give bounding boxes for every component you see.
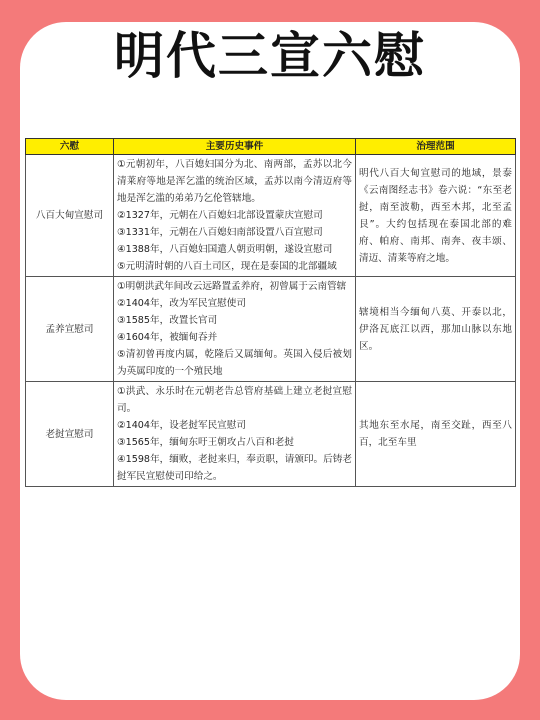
event-item: ②1327年，元朝在八百媳妇北部设置蒙庆宣慰司	[117, 210, 323, 221]
event-item: ⑤清初曾再度内属，乾隆后又属缅甸。英国入侵后被划为英属印度的一个殖民地	[117, 349, 352, 377]
header-six-wei: 六慰	[26, 139, 114, 155]
event-item: ②1404年，设老挝军民宣慰司	[117, 420, 246, 431]
row-scope-cell: 明代八百大甸宣慰司的地域，景泰《云南图经志书》卷六说：“东至老挝，南至波勒，西至木邦，北至孟艮”。大约包括现在泰国北部的难府、帕府、南邦、南奔、夜丰颂、清迈、清莱等府之地。	[356, 155, 516, 277]
event-item: ④1388年，八百媳妇国遣人朝贡明朝，遂设宣慰司	[117, 244, 333, 255]
page-title: 明代三宣六慰	[114, 27, 426, 85]
event-item: ④1604年，被缅甸吞并	[117, 332, 218, 343]
event-item: ③1331年，元朝在八百媳妇南部设置八百宣慰司	[117, 227, 323, 238]
event-item: ①元朝初年，八百媳妇国分为北、南两部，孟苏以北今清莱府等地是浑乞滥的统治区域，孟苏以南今清迈府等地是浑乞滥的弟弟乃乞伦管辖地。	[117, 159, 352, 204]
row-events-cell	[114, 382, 356, 487]
table-row	[26, 382, 516, 487]
event-item: ③1565年，缅甸东吁王朝攻占八百和老挝	[117, 437, 294, 448]
table-row	[26, 155, 516, 277]
header-events: 主要历史事件	[114, 139, 356, 155]
event-item: ①洪武、永乐时在元朝老告总管府基础上建立老挝宣慰司。	[117, 386, 352, 414]
table-header-row	[26, 139, 516, 155]
six-wei-table	[25, 138, 516, 487]
table-row	[26, 277, 516, 382]
row-name-cell: 孟养宣慰司	[26, 277, 114, 382]
row-scope-cell: 辖境相当今缅甸八莫、开泰以北，伊洛瓦底江以西，那加山脉以东地区。	[356, 277, 516, 382]
row-name-cell: 八百大甸宣慰司	[26, 155, 114, 277]
event-item: ⑤元明清时朝的八百土司区，现在是泰国的北部疆域	[117, 261, 337, 272]
event-item: ②1404年，改为军民宣慰使司	[117, 298, 246, 309]
row-scope-cell: 其地东至水尾，南至交趾，西至八百，北至车里	[356, 382, 516, 487]
row-name-cell: 老挝宣慰司	[26, 382, 114, 487]
event-item: ③1585年，改置长官司	[117, 315, 218, 326]
row-events-cell	[114, 277, 356, 382]
header-scope: 治理范围	[356, 139, 516, 155]
row-events-cell	[114, 155, 356, 277]
event-item: ①明朝洪武年间改云远路置孟养府，初曾属于云南管辖	[117, 281, 347, 292]
event-item: ④1598年，缅败，老挝来归，奉贡职，请颁印。后铸老挝军民宣慰使司印给之。	[117, 454, 352, 482]
